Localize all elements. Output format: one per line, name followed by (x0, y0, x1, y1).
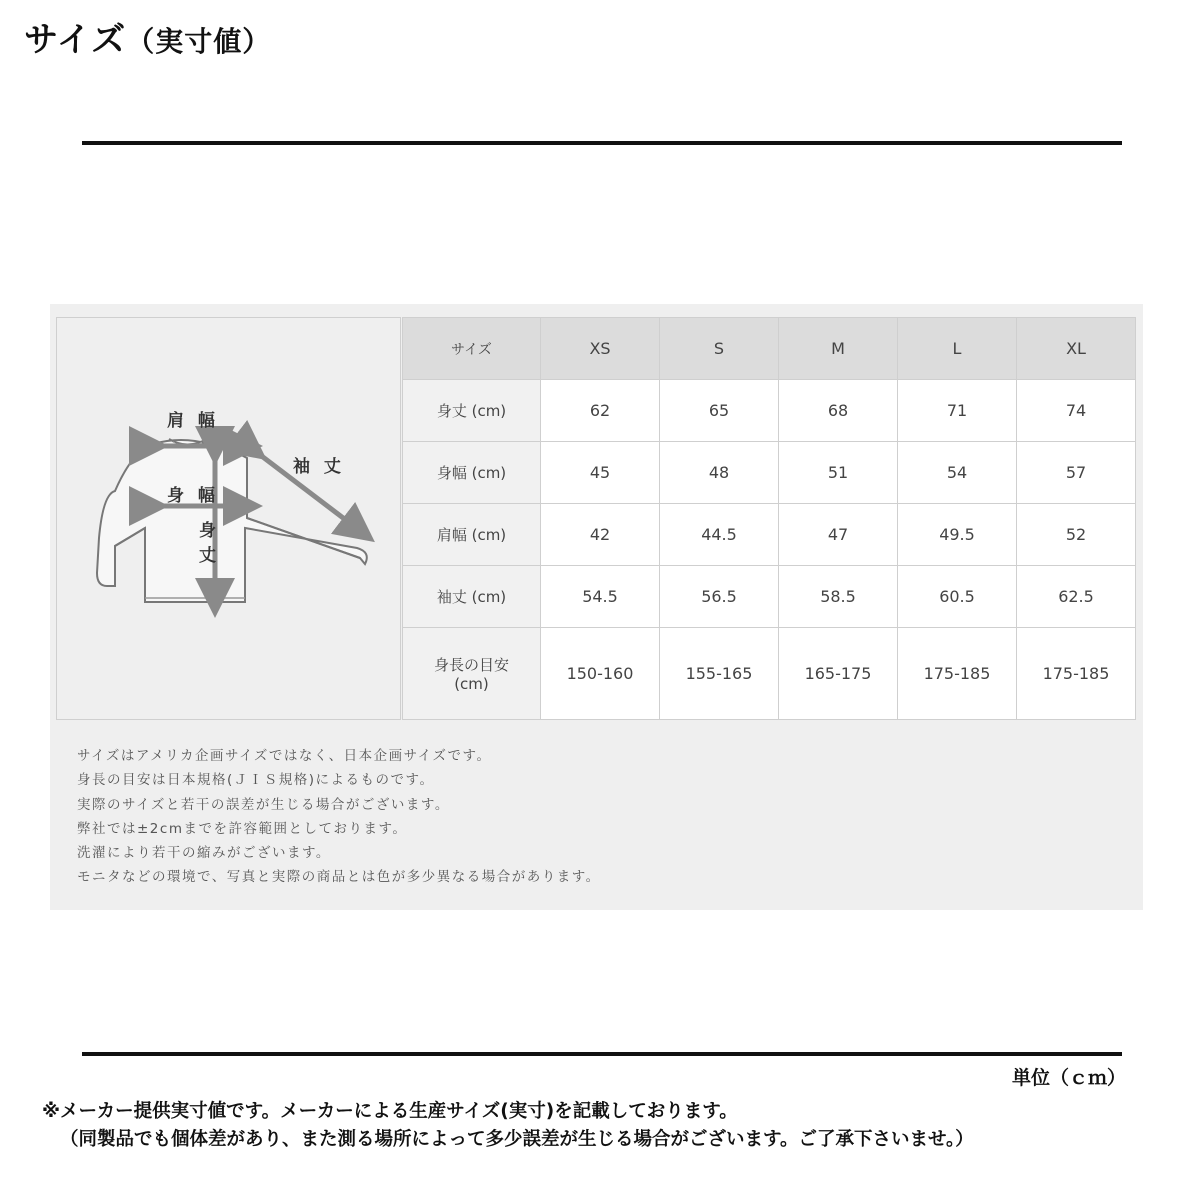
footnote-line2: （同製品でも個体差があり、また測る場所によって多少誤差が生じる場合がございます。ご了承下さいませ。） (60, 1129, 974, 1150)
table-cell: 51 (779, 442, 898, 504)
table-cell: 45 (541, 442, 660, 504)
page-title (24, 12, 271, 61)
footnote (42, 1098, 974, 1154)
note-line: サイズはアメリカ企画サイズではなく、日本企画サイズです。 (77, 748, 492, 764)
row-label: 身幅 (cm) (403, 442, 541, 504)
unit-label: 単位（ｃｍ） (1011, 1067, 1126, 1089)
row-label-line2: (cm) (454, 675, 489, 693)
row-label: 身丈 (cm) (403, 380, 541, 442)
note-line: モニタなどの環境で、写真と実際の商品とは色が多少異なる場合があります。 (77, 869, 601, 886)
column-header: S (660, 318, 779, 380)
table-cell: 54 (898, 442, 1017, 504)
table-cell: 62 (541, 380, 660, 442)
bottom-divider (82, 1052, 1122, 1056)
column-header: M (779, 318, 898, 380)
column-header: L (898, 318, 1017, 380)
table-cell: 49.5 (898, 504, 1017, 566)
shoulder-label: 肩 幅 (167, 411, 219, 431)
note-line: 身長の目安は日本規格(ＪＩＳ規格)によるものです。 (77, 772, 435, 789)
table-cell: 60.5 (898, 566, 1017, 628)
footnote-line1: ※メーカー提供実寸値です。メーカーによる生産サイズ(実寸)を記載しております。 (42, 1101, 738, 1122)
column-header: XL (1017, 318, 1136, 380)
table-cell: 56.5 (660, 566, 779, 628)
table-cell: 42 (541, 504, 660, 566)
row-label (403, 628, 541, 720)
note-line: 洗濯により若干の縮みがございます。 (77, 845, 331, 862)
table-cell: 52 (1017, 504, 1136, 566)
table-header-row (403, 318, 1136, 380)
table-row (403, 442, 1136, 504)
table-cell: 155-165 (660, 628, 779, 720)
table-cell: 62.5 (1017, 566, 1136, 628)
table-cell: 47 (779, 504, 898, 566)
top-divider (82, 141, 1122, 145)
row-label-line1: 身長の目安 (433, 656, 509, 674)
table-cell: 175-185 (1017, 628, 1136, 720)
size-chart-panel (50, 304, 1143, 910)
length-label: 身丈 (195, 521, 215, 571)
page-title-main: サイズ (24, 20, 127, 60)
sleeve-label: 袖 丈 (293, 457, 345, 477)
table-cell: 175-185 (898, 628, 1017, 720)
measurement-diagram (56, 317, 401, 720)
table-cell: 48 (660, 442, 779, 504)
column-header: XS (541, 318, 660, 380)
table-cell: 68 (779, 380, 898, 442)
table-row (403, 380, 1136, 442)
table-row (403, 504, 1136, 566)
table-cell: 44.5 (660, 504, 779, 566)
note-line: 弊社では±2cmまでを許容範囲としております。 (77, 820, 408, 837)
shirt-illustration (57, 318, 402, 721)
chest-label: 身 幅 (167, 486, 219, 506)
table-cell: 58.5 (779, 566, 898, 628)
table-row (403, 628, 1136, 720)
table-row (403, 566, 1136, 628)
table-cell: 57 (1017, 442, 1136, 504)
table-cell: 150-160 (541, 628, 660, 720)
table-cell: 71 (898, 380, 1017, 442)
table-corner-header: サイズ (403, 318, 541, 380)
right-sleeve-outline (247, 518, 360, 558)
page-title-paren: （実寸値） (126, 25, 272, 58)
table-cell: 74 (1017, 380, 1136, 442)
row-label: 袖丈 (cm) (403, 566, 541, 628)
table-cell: 54.5 (541, 566, 660, 628)
table-cell: 65 (660, 380, 779, 442)
note-line: 実際のサイズと若干の誤差が生じる場合がございます。 (77, 796, 450, 813)
table-cell: 165-175 (779, 628, 898, 720)
row-label: 肩幅 (cm) (403, 504, 541, 566)
size-table (402, 317, 1136, 720)
notes-block (77, 744, 601, 890)
